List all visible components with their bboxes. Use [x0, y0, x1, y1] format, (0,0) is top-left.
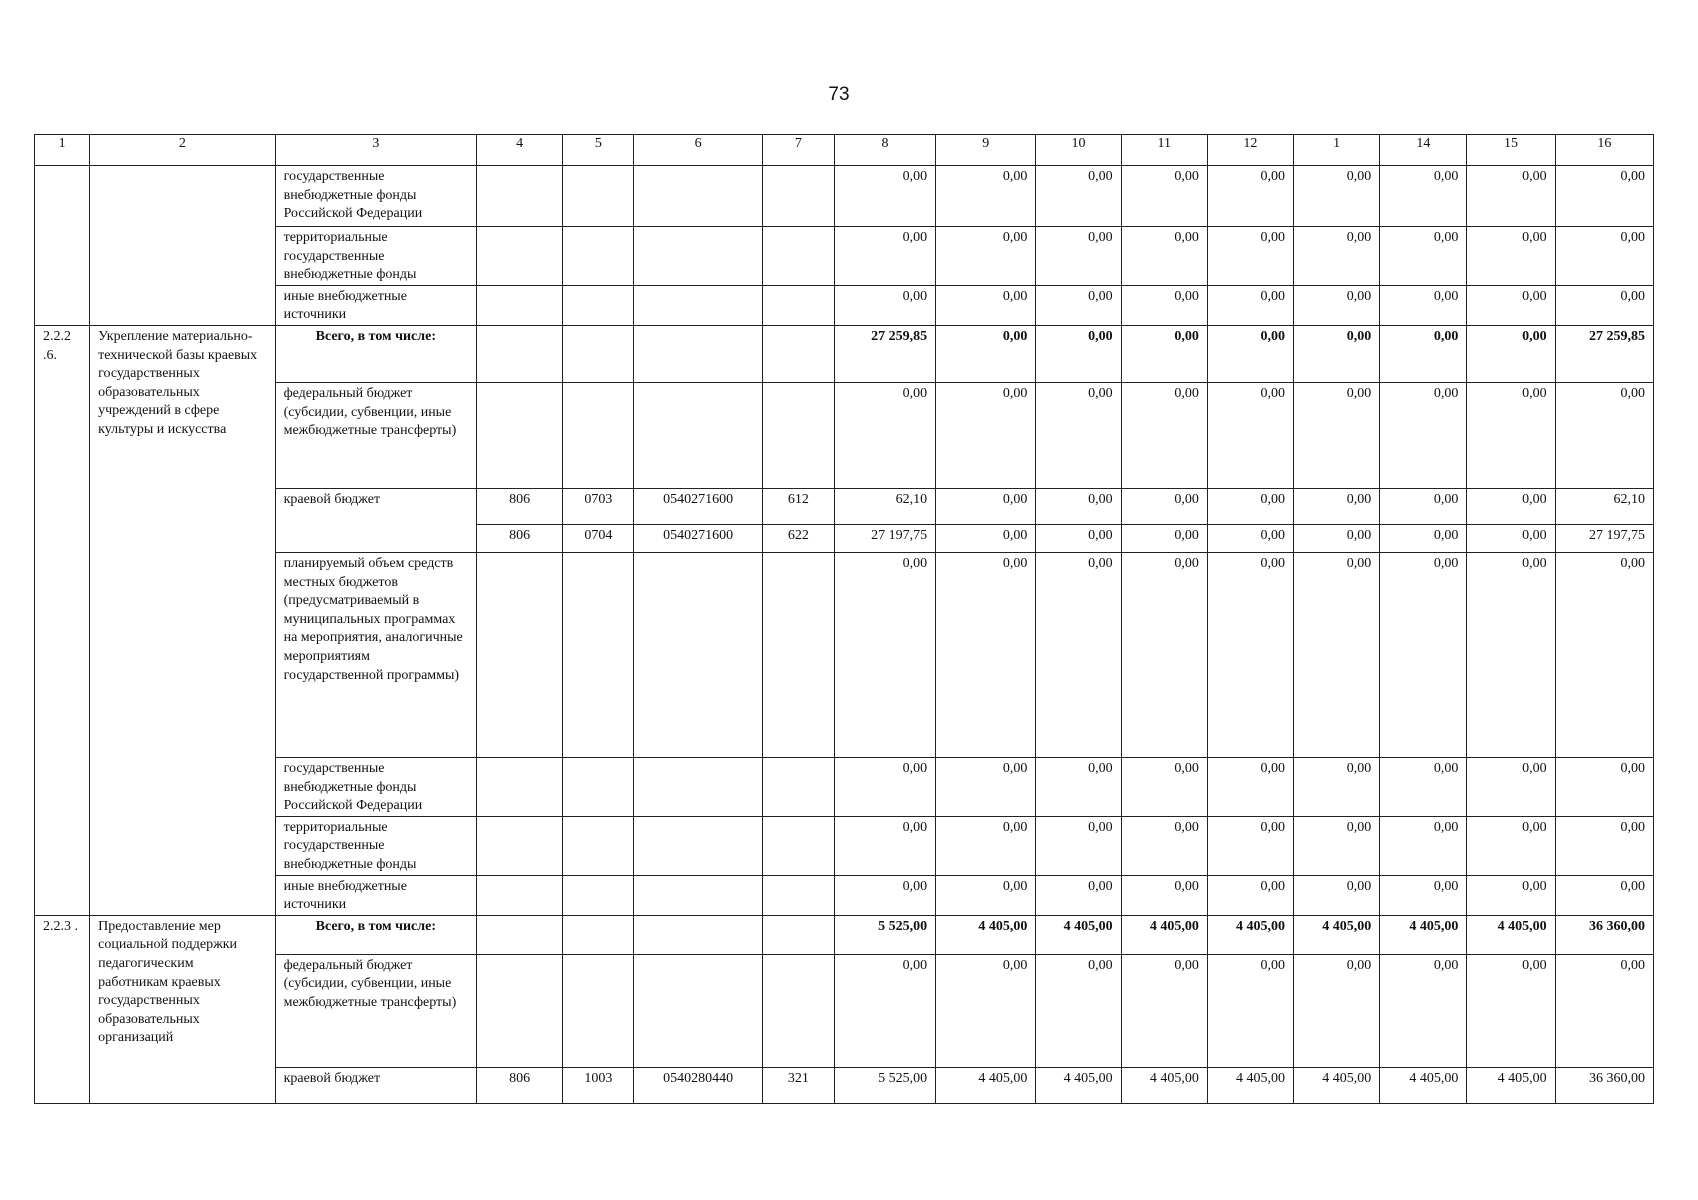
- amount-cell: 0,00: [1294, 552, 1380, 757]
- table-row: [35, 382, 1654, 488]
- table-row: [35, 954, 1654, 1067]
- csr-code: [634, 227, 762, 286]
- funding-source: федеральный бюджет (субсидии, субвенции, иные межбюджетные трансферты): [275, 954, 476, 1067]
- amount-cell: 27 259,85: [834, 325, 935, 382]
- amount-cell: 0,00: [1036, 816, 1121, 875]
- rzpr-code: 1003: [563, 1067, 634, 1103]
- amount-cell: 0,00: [1380, 382, 1467, 488]
- amount-cell: 0,00: [1467, 552, 1555, 757]
- item-name: Укрепление материально-технической базы краевых государственных образовательных учреждений в сфере культуры и искусства: [90, 325, 275, 915]
- amount-cell: 0,00: [1036, 757, 1121, 816]
- budget-table: [34, 134, 1654, 1104]
- amount-cell: 0,00: [1207, 166, 1293, 227]
- amount-cell: 0,00: [1207, 816, 1293, 875]
- grbs-code: [477, 552, 563, 757]
- amount-cell: 62,10: [834, 488, 935, 524]
- amount-cell: 0,00: [1207, 382, 1293, 488]
- amount-cell: 0,00: [1036, 875, 1121, 915]
- amount-cell: 36 360,00: [1555, 915, 1653, 954]
- amount-cell: 0,00: [1294, 285, 1380, 325]
- amount-cell: 4 405,00: [1294, 1067, 1380, 1103]
- funding-source: Всего, в том числе:: [275, 325, 476, 382]
- rzpr-code: 0703: [563, 488, 634, 524]
- amount-cell: 0,00: [936, 382, 1036, 488]
- amount-cell: 0,00: [834, 954, 935, 1067]
- amount-cell: 0,00: [1036, 954, 1121, 1067]
- amount-cell: 0,00: [936, 524, 1036, 552]
- grbs-code: [477, 166, 563, 227]
- amount-cell: 5 525,00: [834, 1067, 935, 1103]
- amount-cell: 0,00: [1555, 757, 1653, 816]
- amount-cell: 0,00: [1555, 285, 1653, 325]
- amount-cell: 0,00: [1207, 757, 1293, 816]
- amount-cell: 0,00: [1121, 816, 1207, 875]
- amount-cell: 0,00: [1036, 166, 1121, 227]
- amount-cell: 4 405,00: [1380, 1067, 1467, 1103]
- amount-cell: 0,00: [1207, 524, 1293, 552]
- amount-cell: 0,00: [936, 325, 1036, 382]
- item-number: 2.2.2 .6.: [35, 325, 90, 915]
- csr-code: [634, 875, 762, 915]
- amount-cell: 0,00: [1380, 875, 1467, 915]
- amount-cell: 0,00: [1207, 227, 1293, 286]
- amount-cell: 0,00: [1207, 325, 1293, 382]
- amount-cell: 0,00: [936, 954, 1036, 1067]
- amount-cell: 27 197,75: [1555, 524, 1653, 552]
- column-header: 16: [1555, 135, 1653, 166]
- vr-code: 612: [762, 488, 834, 524]
- vr-code: [762, 166, 834, 227]
- csr-code: [634, 915, 762, 954]
- funding-source: территориальные государственные внебюджетные фонды: [275, 227, 476, 286]
- amount-cell: 36 360,00: [1555, 1067, 1653, 1103]
- amount-cell: 0,00: [1294, 227, 1380, 286]
- grbs-code: [477, 875, 563, 915]
- amount-cell: 0,00: [936, 227, 1036, 286]
- column-header: 8: [834, 135, 935, 166]
- grbs-code: 806: [477, 488, 563, 524]
- amount-cell: 0,00: [1121, 875, 1207, 915]
- amount-cell: 0,00: [1036, 285, 1121, 325]
- amount-cell: 0,00: [1294, 816, 1380, 875]
- column-header: 7: [762, 135, 834, 166]
- amount-cell: 0,00: [1121, 285, 1207, 325]
- amount-cell: 0,00: [1467, 875, 1555, 915]
- column-header: 14: [1380, 135, 1467, 166]
- rzpr-code: [563, 915, 634, 954]
- funding-source: иные внебюджетные источники: [275, 285, 476, 325]
- amount-cell: 0,00: [1555, 816, 1653, 875]
- amount-cell: 4 405,00: [936, 1067, 1036, 1103]
- amount-cell: 0,00: [1294, 382, 1380, 488]
- amount-cell: 0,00: [1207, 875, 1293, 915]
- column-header: 4: [477, 135, 563, 166]
- rzpr-code: [563, 382, 634, 488]
- vr-code: [762, 325, 834, 382]
- grbs-code: [477, 227, 563, 286]
- amount-cell: 0,00: [1121, 524, 1207, 552]
- rzpr-code: [563, 166, 634, 227]
- amount-cell: 4 405,00: [1121, 1067, 1207, 1103]
- amount-cell: 0,00: [1380, 552, 1467, 757]
- amount-cell: 0,00: [1380, 954, 1467, 1067]
- amount-cell: 0,00: [1467, 285, 1555, 325]
- amount-cell: 0,00: [1555, 227, 1653, 286]
- item-number: [35, 166, 90, 326]
- amount-cell: 0,00: [1380, 816, 1467, 875]
- amount-cell: 0,00: [1036, 552, 1121, 757]
- amount-cell: 4 405,00: [1121, 915, 1207, 954]
- column-header: 10: [1036, 135, 1121, 166]
- amount-cell: 0,00: [1294, 488, 1380, 524]
- table-row: [35, 227, 1654, 286]
- amount-cell: 4 405,00: [1467, 1067, 1555, 1103]
- funding-source: планируемый объем средств местных бюджетов (предусматриваемый в муниципальных программах на мероприятия, аналогичные мероприятиям государственной программы): [275, 552, 476, 757]
- column-header: 9: [936, 135, 1036, 166]
- amount-cell: 0,00: [1121, 166, 1207, 227]
- amount-cell: 0,00: [936, 166, 1036, 227]
- csr-code: 0540271600: [634, 524, 762, 552]
- rzpr-code: [563, 325, 634, 382]
- amount-cell: 27 197,75: [834, 524, 935, 552]
- grbs-code: [477, 325, 563, 382]
- vr-code: [762, 816, 834, 875]
- grbs-code: [477, 285, 563, 325]
- amount-cell: 0,00: [1121, 382, 1207, 488]
- amount-cell: 4 405,00: [1467, 915, 1555, 954]
- column-header: 11: [1121, 135, 1207, 166]
- grbs-code: [477, 954, 563, 1067]
- column-header: 3: [275, 135, 476, 166]
- csr-code: [634, 285, 762, 325]
- amount-cell: 0,00: [1121, 488, 1207, 524]
- table-row: [35, 325, 1654, 382]
- amount-cell: 0,00: [936, 285, 1036, 325]
- amount-cell: 0,00: [936, 875, 1036, 915]
- funding-source: краевой бюджет: [275, 1067, 476, 1103]
- csr-code: 0540271600: [634, 488, 762, 524]
- amount-cell: 0,00: [1467, 166, 1555, 227]
- table-row: [35, 757, 1654, 816]
- amount-cell: 0,00: [1294, 524, 1380, 552]
- amount-cell: 0,00: [834, 285, 935, 325]
- amount-cell: 0,00: [1294, 875, 1380, 915]
- grbs-code: [477, 382, 563, 488]
- rzpr-code: [563, 227, 634, 286]
- amount-cell: 0,00: [1380, 227, 1467, 286]
- funding-source: государственные внебюджетные фонды Российской Федерации: [275, 757, 476, 816]
- column-header: 1: [35, 135, 90, 166]
- amount-cell: 0,00: [936, 488, 1036, 524]
- csr-code: [634, 757, 762, 816]
- csr-code: [634, 954, 762, 1067]
- amount-cell: 0,00: [834, 816, 935, 875]
- amount-cell: 0,00: [1207, 285, 1293, 325]
- amount-cell: 0,00: [834, 382, 935, 488]
- amount-cell: 0,00: [1121, 227, 1207, 286]
- rzpr-code: [563, 816, 634, 875]
- amount-cell: 0,00: [1555, 954, 1653, 1067]
- table-row: [35, 552, 1654, 757]
- amount-cell: 0,00: [834, 875, 935, 915]
- amount-cell: 0,00: [1036, 524, 1121, 552]
- amount-cell: 0,00: [1036, 382, 1121, 488]
- column-header: 12: [1207, 135, 1293, 166]
- amount-cell: 0,00: [1380, 524, 1467, 552]
- amount-cell: 4 405,00: [936, 915, 1036, 954]
- amount-cell: 0,00: [1467, 524, 1555, 552]
- amount-cell: 4 405,00: [1207, 1067, 1293, 1103]
- rzpr-code: 0704: [563, 524, 634, 552]
- grbs-code: [477, 816, 563, 875]
- amount-cell: 0,00: [1121, 954, 1207, 1067]
- table-row: [35, 816, 1654, 875]
- vr-code: [762, 382, 834, 488]
- amount-cell: 0,00: [1121, 552, 1207, 757]
- amount-cell: 0,00: [1467, 227, 1555, 286]
- grbs-code: 806: [477, 524, 563, 552]
- csr-code: [634, 816, 762, 875]
- amount-cell: 0,00: [1294, 325, 1380, 382]
- amount-cell: 0,00: [1467, 757, 1555, 816]
- csr-code: [634, 552, 762, 757]
- vr-code: [762, 552, 834, 757]
- funding-source: краевой бюджет: [275, 488, 476, 552]
- funding-source: Всего, в том числе:: [275, 915, 476, 954]
- amount-cell: 27 259,85: [1555, 325, 1653, 382]
- amount-cell: 0,00: [1294, 757, 1380, 816]
- amount-cell: 4 405,00: [1036, 1067, 1121, 1103]
- csr-code: [634, 325, 762, 382]
- amount-cell: 0,00: [1555, 166, 1653, 227]
- amount-cell: 0,00: [834, 166, 935, 227]
- amount-cell: 0,00: [936, 552, 1036, 757]
- column-header: 15: [1467, 135, 1555, 166]
- vr-code: [762, 915, 834, 954]
- amount-cell: 0,00: [1036, 227, 1121, 286]
- amount-cell: 0,00: [1294, 954, 1380, 1067]
- rzpr-code: [563, 757, 634, 816]
- column-number-row: [35, 135, 1654, 166]
- table-row: [35, 285, 1654, 325]
- amount-cell: 0,00: [936, 816, 1036, 875]
- amount-cell: 0,00: [1380, 757, 1467, 816]
- amount-cell: 4 405,00: [1207, 915, 1293, 954]
- grbs-code: [477, 757, 563, 816]
- rzpr-code: [563, 552, 634, 757]
- amount-cell: 0,00: [1207, 954, 1293, 1067]
- amount-cell: 0,00: [1121, 325, 1207, 382]
- amount-cell: 0,00: [936, 757, 1036, 816]
- amount-cell: 5 525,00: [834, 915, 935, 954]
- vr-code: [762, 285, 834, 325]
- column-header: 2: [90, 135, 275, 166]
- item-number: 2.2.3 .: [35, 915, 90, 1103]
- amount-cell: 0,00: [1555, 552, 1653, 757]
- amount-cell: 0,00: [1380, 285, 1467, 325]
- vr-code: 321: [762, 1067, 834, 1103]
- rzpr-code: [563, 285, 634, 325]
- amount-cell: 0,00: [1121, 757, 1207, 816]
- amount-cell: 0,00: [834, 227, 935, 286]
- amount-cell: 0,00: [834, 757, 935, 816]
- vr-code: [762, 954, 834, 1067]
- column-header: 6: [634, 135, 762, 166]
- amount-cell: 0,00: [1467, 325, 1555, 382]
- amount-cell: 0,00: [1467, 488, 1555, 524]
- table-row: [35, 488, 1654, 524]
- csr-code: [634, 382, 762, 488]
- item-name: Предоставление мер социальной поддержки педагогическим работникам краевых государственных образовательных организаций: [90, 915, 275, 1103]
- amount-cell: 4 405,00: [1294, 915, 1380, 954]
- amount-cell: 4 405,00: [1036, 915, 1121, 954]
- funding-source: иные внебюджетные источники: [275, 875, 476, 915]
- csr-code: 0540280440: [634, 1067, 762, 1103]
- amount-cell: 0,00: [1467, 816, 1555, 875]
- vr-code: [762, 227, 834, 286]
- rzpr-code: [563, 954, 634, 1067]
- amount-cell: 0,00: [1380, 488, 1467, 524]
- table-row: [35, 875, 1654, 915]
- vr-code: [762, 875, 834, 915]
- page-number: 73: [828, 84, 850, 105]
- table-row: [35, 915, 1654, 954]
- amount-cell: 0,00: [1555, 382, 1653, 488]
- item-name: [90, 166, 275, 326]
- grbs-code: [477, 915, 563, 954]
- amount-cell: 0,00: [1036, 488, 1121, 524]
- amount-cell: 0,00: [1207, 552, 1293, 757]
- table-row: [35, 1067, 1654, 1103]
- amount-cell: 4 405,00: [1380, 915, 1467, 954]
- table-row: [35, 166, 1654, 227]
- vr-code: [762, 757, 834, 816]
- csr-code: [634, 166, 762, 227]
- grbs-code: 806: [477, 1067, 563, 1103]
- amount-cell: 0,00: [1380, 166, 1467, 227]
- amount-cell: 0,00: [1467, 382, 1555, 488]
- amount-cell: 0,00: [834, 552, 935, 757]
- rzpr-code: [563, 875, 634, 915]
- amount-cell: 0,00: [1380, 325, 1467, 382]
- funding-source: территориальные государственные внебюджетные фонды: [275, 816, 476, 875]
- funding-source: государственные внебюджетные фонды Российской Федерации: [275, 166, 476, 227]
- amount-cell: 62,10: [1555, 488, 1653, 524]
- amount-cell: 0,00: [1294, 166, 1380, 227]
- column-header: 5: [563, 135, 634, 166]
- amount-cell: 0,00: [1555, 875, 1653, 915]
- vr-code: 622: [762, 524, 834, 552]
- funding-source: федеральный бюджет (субсидии, субвенции, иные межбюджетные трансферты): [275, 382, 476, 488]
- amount-cell: 0,00: [1467, 954, 1555, 1067]
- amount-cell: 0,00: [1036, 325, 1121, 382]
- column-header: 1: [1294, 135, 1380, 166]
- amount-cell: 0,00: [1207, 488, 1293, 524]
